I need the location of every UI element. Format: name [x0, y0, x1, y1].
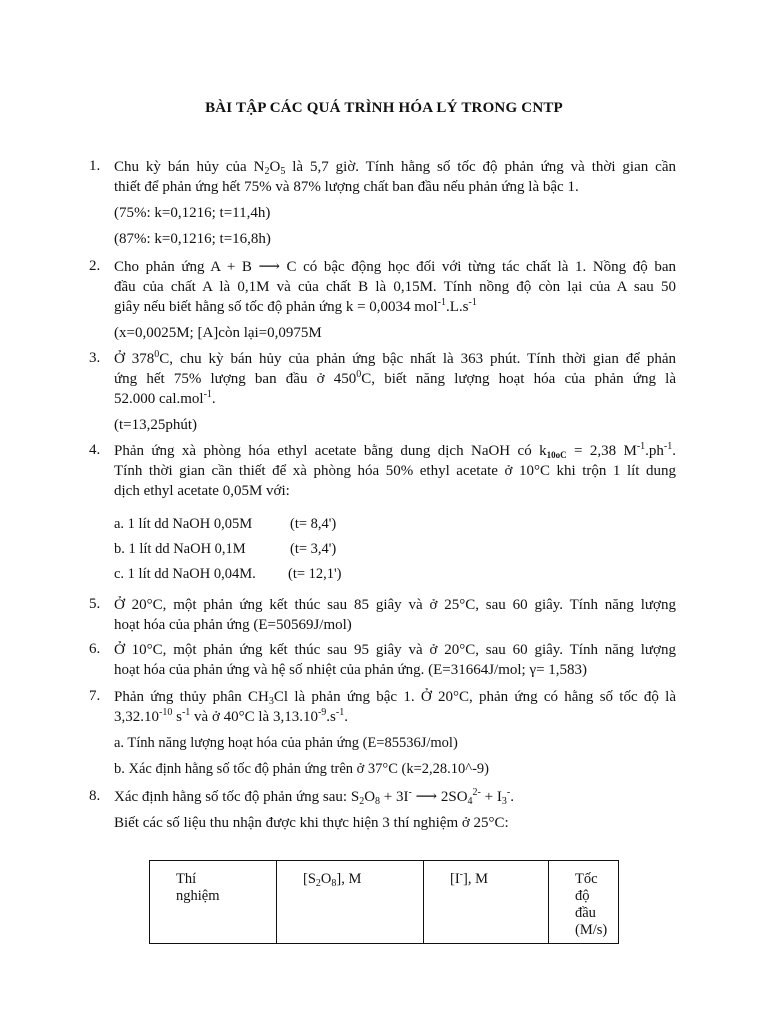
question-text-line: 52.000 cal.mol$^{-1}$.	[114, 389, 216, 407]
question-text-line: $3,32.10^{-10}$ $s^{-1}$ và ở 40°C là $3,13.10^{-9}.s^{-1}$.	[114, 707, 348, 725]
sub-item-text: b. 1 lít dd NaOH 0,1M	[114, 541, 246, 557]
question-text-line: giây nếu biết hằng số tốc độ phản ứng k = 0,0034 $mol^{-1}.L.s^{-1}$	[114, 297, 477, 315]
question-text-line: Phản ứng xà phòng hóa ethyl acetate bằng dung dịch NaOH có $k_{10oC} = 2,38$ $M^{-1}.ph^{-1}$.	[114, 441, 677, 460]
question-text-line: hoạt hóa của phản ứng và hệ số nhiệt của phản ứng. (E=31664J/mol; γ= 1,583)	[114, 662, 588, 678]
question-text-line: Cho phản ứng A + B ⟶ C có bậc động học đối với từng tác chất là 1. Nồng độ ban	[114, 259, 676, 275]
header-text: Thí	[176, 871, 197, 887]
experiment-table	[149, 860, 619, 944]
header-text: nghiệm	[176, 888, 220, 904]
document-title: BÀI TẬP CÁC QUÁ TRÌNH HÓA LÝ TRONG CNTP	[205, 100, 563, 116]
question-text-line: Ở 10°C, một phản ứng kết thúc sau 95 giây và ở 20°C, sau 60 giây. Tính năng lượng	[114, 642, 676, 658]
sub-item-text: a. 1 lít dd NaOH 0,05M	[114, 516, 253, 532]
answer-hint: (87%: k=0,1216; t=16,8h)	[114, 231, 271, 247]
question-text-line: hoạt hóa của phản ứng (E=50569J/mol)	[114, 617, 352, 633]
question-text-line: Ở $378^0C$, chu kỳ bán hủy của phản ứng bậc nhất là 363 phút. Tính thời gian để phản	[114, 349, 676, 367]
question-text-line: Chu kỳ bán hủy của $N_2O_5$ là 5,7 giờ. Tính hằng số tốc độ phản ứng và thời gian cần	[114, 159, 676, 177]
question-text-line: đầu của chất A là 0,1M và của chất B là 0,15M. Tính nồng độ còn lại của A sau 50	[114, 279, 676, 295]
sub-item-b: b. Xác định hằng số tốc độ phản ứng trên ở 37°C (k=2,28.10^-9)	[114, 761, 489, 777]
sub-item-a	[114, 516, 337, 533]
answer-hint: (t= 8,4')	[290, 516, 337, 532]
question-text-line: Ở 20°C, một phản ứng kết thúc sau 85 giây và ở 25°C, sau 60 giây. Tính năng lượng	[114, 597, 676, 613]
question-text-line: ứng hết 75% lượng ban đầu ở $450^0C$, biết năng lượng hoạt hóa của phản ứng là	[114, 369, 676, 387]
sub-item-c	[114, 566, 342, 583]
header-text: Tốc độ đầu	[575, 871, 598, 921]
question-number: 5.	[89, 596, 101, 612]
question-text-line: thiết để phản ứng hết 75% và 87% lượng chất ban đầu nếu phản ứng là bậc 1.	[114, 179, 579, 195]
question-number: 6.	[89, 641, 101, 657]
question-number: 4.	[89, 442, 101, 458]
answer-hint: (x=0,0025M; [A]còn lại=0,0975M	[114, 325, 322, 341]
answer-hint: (t= 3,4')	[290, 541, 337, 557]
sub-item-a: a. Tính năng lượng hoạt hóa của phản ứng (E=85536J/mol)	[114, 735, 458, 751]
question-text-line: Biết các số liệu thu nhận được khi thực hiện 3 thí nghiệm ở 25°C:	[114, 815, 509, 831]
header-text: (M/s)	[575, 922, 608, 938]
question-text-line: dịch ethyl acetate 0,05M với:	[114, 483, 290, 499]
question-text-line: Tính thời gian cần thiết để xà phòng hóa 50% ethyl acetate ở 10°C khi trộn 1 lít dung	[114, 463, 676, 479]
header-cell-experiment	[150, 861, 277, 944]
question-number: 8.	[89, 788, 101, 804]
question-number: 3.	[89, 350, 101, 366]
answer-hint: (t=13,25phút)	[114, 417, 198, 433]
question-number: 7.	[89, 688, 101, 704]
table-header-row	[150, 861, 619, 944]
question-number: 1.	[89, 158, 101, 174]
sub-item-b	[114, 541, 337, 558]
answer-hint: (75%: k=0,1216; t=11,4h)	[114, 205, 271, 221]
question-number: 2.	[89, 258, 101, 274]
header-cell-s2o8: $[S_2O_8]$, M	[277, 861, 424, 944]
header-cell-initial-rate	[549, 861, 619, 944]
header-cell-iodide: [I-], M	[424, 861, 549, 944]
answer-hint: (t= 12,1')	[288, 566, 342, 582]
sub-item-text: c. 1 lít dd NaOH 0,04M.	[114, 566, 256, 582]
question-text-line: Xác định hằng số tốc độ phản ứng sau: $S_2O_8 + 3I^-$ ⟶ $2SO_4^{2-} + I_3^-$.	[114, 787, 514, 807]
question-text-line: Phản ứng thủy phân $CH_3Cl$ là phản ứng bậc 1. Ở 20°C, phản ứng có hằng số tốc độ là	[114, 689, 677, 707]
